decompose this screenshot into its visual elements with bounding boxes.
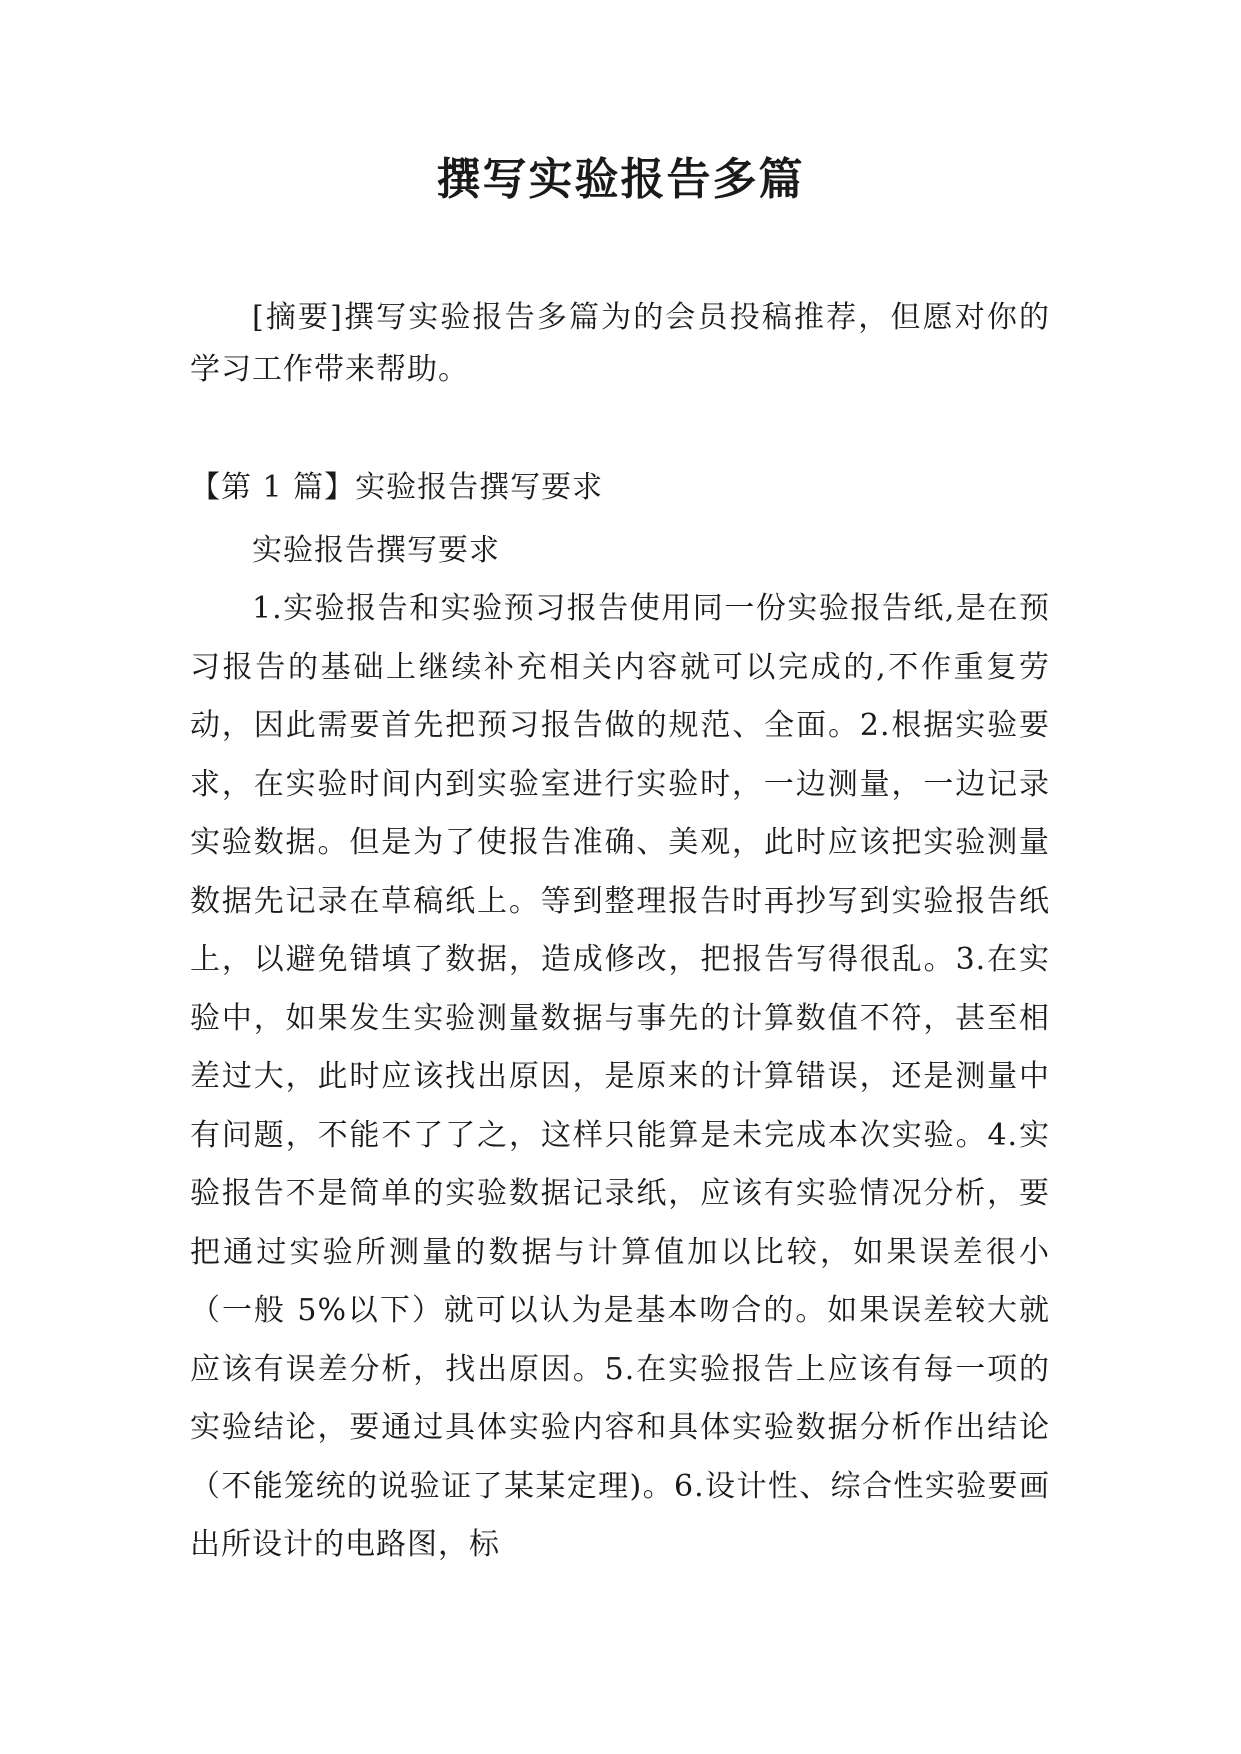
document-title: 撰写实验报告多篇: [436, 154, 805, 205]
section-subheading: 实验报告撰写要求: [252, 533, 500, 568]
body-paragraph: 1.实验报告和实验预习报告使用同一份实验报告纸,是在预习报告的基础上继续补充相关内容就可以完成的,不作重复劳动，因此需要首先把预习报告做的规范、全面。2.根据实验要求，在实验时间内到实验室进行实验时，一边测量，一边记录实验数据。但是为了使报告准确、美观，此时应该把实验测量数据先记录在草稿纸上。等到整理报告时再抄写到实验报告纸上，以避免错填了数据，造成修改，把报告写得很乱。3.在实验中，如果发生实验测量数据与事先的计算数值不符，甚至相差过大，此时应该找出原因，是原来的计算错误，还是测量中有问题，不能不了了之，这样只能算是未完成本次实验。4.实验报告不是简单的实验数据记录纸，应该有实验情况分析，要把通过实验所测量的数据与计算值加以比较，如果误差很小（一般 5%以下）就可以认为是基本吻合的。如果误差较大就应该有误差分析，找出原因。5.在实验报告上应该有每一项的实验结论，要通过具体实验内容和具体实验数据分析作出结论（不能笼统的说验证了某某定理)。6.设计性、综合性实验要画出所设计的电路图，标: [190, 591, 1050, 1562]
abstract-paragraph: [摘要]撰写实验报告多篇为的会员投稿推荐，但愿对你的学习工作带来帮助。: [190, 300, 1050, 387]
section-heading: 【第 1 篇】实验报告撰写要求: [190, 470, 604, 505]
